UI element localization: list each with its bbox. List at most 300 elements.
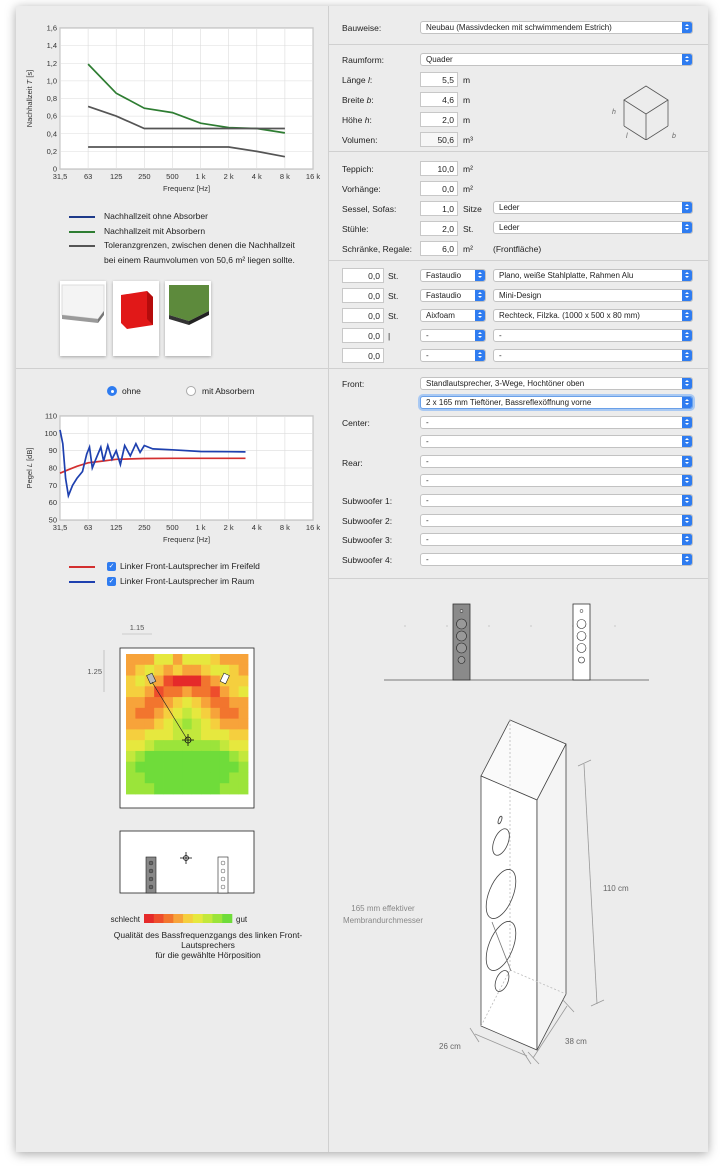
teppich-unit: m² bbox=[463, 164, 473, 174]
raumform-select[interactable]: Quader bbox=[420, 53, 693, 66]
level-x-tick-label: 1 k bbox=[195, 523, 206, 532]
absorber-unit: St. bbox=[388, 291, 399, 301]
heatmap-cell[interactable] bbox=[173, 665, 183, 676]
absorber-brand-select[interactable]: Aixfoam bbox=[420, 309, 486, 322]
heatmap-cell[interactable] bbox=[173, 772, 183, 783]
heatmap-cell[interactable] bbox=[173, 751, 183, 762]
reverb-y-tick-label: 0,4 bbox=[46, 129, 57, 139]
legend-label-without: Nachhallzeit ohne Absorber bbox=[104, 211, 208, 221]
heatmap-cell[interactable] bbox=[164, 708, 174, 719]
heatmap-cell[interactable] bbox=[135, 772, 145, 783]
reverb-x-tick-label: 31,5 bbox=[52, 172, 68, 181]
heatmap-cell[interactable] bbox=[164, 751, 174, 762]
scale-good-label: gut bbox=[236, 915, 248, 924]
heatmap-cell[interactable] bbox=[220, 762, 230, 773]
heatmap-cell[interactable] bbox=[229, 676, 239, 687]
heatmap-cell[interactable] bbox=[145, 740, 155, 751]
heatmap-cell[interactable] bbox=[135, 783, 145, 794]
heatmap-cell[interactable] bbox=[126, 665, 136, 676]
chevron-updown-icon bbox=[682, 290, 692, 301]
chevron-updown-icon bbox=[475, 310, 485, 321]
subwoofer4-label: Subwoofer 4: bbox=[342, 555, 393, 565]
quality-scale-segment bbox=[212, 914, 222, 923]
heatmap-cell[interactable] bbox=[135, 686, 145, 697]
dim-width-label: 1.15 bbox=[129, 623, 145, 632]
heatmap-cell[interactable] bbox=[126, 676, 136, 687]
reverb-x-tick-label: 1 k bbox=[195, 172, 206, 181]
raumform-label: Raumform: bbox=[342, 55, 385, 65]
heatmap-cell[interactable] bbox=[154, 772, 164, 783]
heatmap-cell[interactable] bbox=[201, 751, 211, 762]
level-y-tick-label: 90 bbox=[48, 446, 57, 456]
legend-swatch-with bbox=[69, 231, 95, 233]
heatmap-cell[interactable] bbox=[182, 665, 192, 676]
chevron-updown-icon bbox=[475, 330, 485, 341]
cube-diagram-icon bbox=[606, 78, 688, 140]
heatmap-cell[interactable] bbox=[192, 783, 202, 794]
isometric-speaker-icon bbox=[470, 720, 604, 1064]
reverb-y-axis-label: Nachhallzeit T [s] bbox=[25, 69, 34, 128]
heatmap-cell[interactable] bbox=[126, 697, 136, 708]
radio-mit-label[interactable]: mit Absorbern bbox=[202, 386, 255, 396]
heatmap-cell[interactable] bbox=[145, 783, 155, 794]
chevron-updown-icon bbox=[682, 310, 692, 321]
heatmap-cell[interactable] bbox=[220, 740, 230, 751]
heatmap-cell[interactable] bbox=[201, 708, 211, 719]
heatmap-cell[interactable] bbox=[220, 719, 230, 730]
legend-swatch-freefield bbox=[69, 566, 95, 568]
left-divider-1 bbox=[16, 368, 328, 369]
heatmap-cell[interactable] bbox=[164, 654, 174, 665]
heatmap-caption bbox=[98, 930, 318, 960]
rear-model-select[interactable]: - bbox=[420, 474, 693, 487]
heatmap-cell[interactable] bbox=[229, 697, 239, 708]
legend-label-tolerance-2: bei einem Raumvolumen von 50,6 m² liegen sollte. bbox=[104, 255, 295, 265]
heatmap-cell[interactable] bbox=[154, 783, 164, 794]
heatmap-cell[interactable] bbox=[164, 686, 174, 697]
width-dimension: 26 cm bbox=[439, 1042, 461, 1051]
front-left-speaker-icon bbox=[453, 604, 470, 680]
rear-type-select[interactable]: - bbox=[420, 455, 693, 468]
heatmap-cell[interactable] bbox=[145, 697, 155, 708]
side-view-driver bbox=[221, 869, 225, 873]
heatmap-cell[interactable] bbox=[210, 729, 220, 740]
heatmap-cell[interactable] bbox=[220, 729, 230, 740]
heatmap-cell[interactable] bbox=[145, 708, 155, 719]
laenge-label: Länge l: bbox=[342, 75, 373, 85]
heatmap-cell[interactable] bbox=[210, 751, 220, 762]
heatmap-cell[interactable] bbox=[164, 729, 174, 740]
heatmap-cell[interactable] bbox=[182, 719, 192, 730]
reverb-x-tick-label: 125 bbox=[109, 172, 123, 181]
chevron-updown-icon bbox=[682, 417, 692, 428]
heatmap-cell[interactable] bbox=[164, 783, 174, 794]
heatmap-caption-line-2: für die gewählte Hörposition bbox=[155, 950, 261, 960]
heatmap-cell[interactable] bbox=[239, 708, 249, 719]
white-panel-icon[interactable] bbox=[60, 281, 106, 356]
side-view-driver bbox=[149, 861, 153, 865]
heatmap-cell[interactable] bbox=[126, 772, 136, 783]
heatmap-cell[interactable] bbox=[192, 654, 202, 665]
right-divider-1 bbox=[329, 44, 708, 45]
stuehle-material-select[interactable]: Leder bbox=[493, 221, 693, 234]
level-y-tick-label: 100 bbox=[44, 428, 57, 438]
heatmap-cell[interactable] bbox=[201, 697, 211, 708]
heatmap-cell[interactable] bbox=[126, 729, 136, 740]
heatmap-cell[interactable] bbox=[210, 719, 220, 730]
heatmap-cell[interactable] bbox=[145, 751, 155, 762]
cube-label-h: h bbox=[612, 109, 616, 116]
heatmap-cell[interactable] bbox=[229, 654, 239, 665]
heatmap-cell[interactable] bbox=[154, 740, 164, 751]
heatmap-cell[interactable] bbox=[229, 665, 239, 676]
volumen-output: 50,6 bbox=[420, 132, 458, 147]
quality-scale-segment bbox=[183, 914, 193, 923]
depth-dimension: 38 cm bbox=[565, 1037, 587, 1046]
heatmap-cell[interactable] bbox=[135, 697, 145, 708]
subwoofer2-select[interactable]: - bbox=[420, 514, 693, 527]
heatmap-cell[interactable] bbox=[220, 697, 230, 708]
heatmap-cell[interactable] bbox=[182, 772, 192, 783]
center-type-select[interactable]: - bbox=[420, 416, 693, 429]
schraenke-input[interactable]: 6,0 bbox=[420, 241, 458, 256]
front-model-select[interactable]: 2 x 165 mm Tieftöner, Bassreflexöffnung vorne bbox=[420, 396, 693, 409]
subwoofer2-label: Subwoofer 2: bbox=[342, 516, 393, 526]
level-x-tick-label: 8 k bbox=[279, 523, 290, 532]
speaker-technical-drawing bbox=[329, 586, 708, 1066]
heatmap-cell[interactable] bbox=[201, 676, 211, 687]
radio-ohne-label[interactable]: ohne bbox=[122, 386, 141, 396]
heatmap-cell[interactable] bbox=[182, 751, 192, 762]
heatmap-cell[interactable] bbox=[173, 740, 183, 751]
subwoofer1-select[interactable]: - bbox=[420, 494, 693, 507]
absorber-model-select[interactable]: Plano, weiße Stahlplatte, Rahmen Alu bbox=[493, 269, 693, 282]
heatmap-cell[interactable] bbox=[239, 665, 249, 676]
heatmap-cell[interactable] bbox=[239, 676, 249, 687]
heatmap-cell[interactable] bbox=[126, 762, 136, 773]
heatmap-cell[interactable] bbox=[201, 740, 211, 751]
checkbox-room[interactable]: ✓ bbox=[108, 578, 115, 585]
absorber-brand-select[interactable]: Fastaudio bbox=[420, 289, 486, 302]
level-y-tick-label: 50 bbox=[48, 515, 57, 525]
quality-scale-segment bbox=[144, 914, 154, 923]
heatmap-cell[interactable] bbox=[220, 783, 230, 794]
heatmap-cell[interactable] bbox=[239, 654, 249, 665]
heatmap-cell[interactable] bbox=[154, 719, 164, 730]
heatmap-cell[interactable] bbox=[210, 697, 220, 708]
reverb-x-tick-label: 250 bbox=[138, 172, 151, 181]
heatmap-cell[interactable] bbox=[173, 729, 183, 740]
heatmap-cell[interactable] bbox=[164, 665, 174, 676]
heatmap-cell[interactable] bbox=[145, 762, 155, 773]
heatmap-cell[interactable] bbox=[201, 762, 211, 773]
quality-scale-segment bbox=[222, 914, 232, 923]
heatmap-cell[interactable] bbox=[173, 676, 183, 687]
heatmap-cell[interactable] bbox=[239, 719, 249, 730]
chevron-updown-icon bbox=[682, 475, 692, 486]
absorber-count-input[interactable]: 0,0 bbox=[342, 328, 384, 343]
heatmap-cell[interactable] bbox=[192, 740, 202, 751]
reverb-y-tick-label: 1,6 bbox=[46, 23, 57, 33]
subwoofer1-label: Subwoofer 1: bbox=[342, 496, 393, 506]
teppich-input[interactable]: 10,0 bbox=[420, 161, 458, 176]
heatmap-cell[interactable] bbox=[173, 783, 183, 794]
chevron-updown-icon bbox=[682, 495, 692, 506]
heatmap-cell[interactable] bbox=[210, 783, 220, 794]
heatmap-cell[interactable] bbox=[126, 740, 136, 751]
heatmap-cell[interactable] bbox=[173, 686, 183, 697]
heatmap-cell[interactable] bbox=[173, 762, 183, 773]
heatmap-cell[interactable] bbox=[135, 729, 145, 740]
front-right-speaker-icon bbox=[573, 604, 590, 680]
heatmap-cell[interactable] bbox=[210, 676, 220, 687]
heatmap-cell[interactable] bbox=[220, 751, 230, 762]
heatmap-cell[interactable] bbox=[145, 729, 155, 740]
stuehle-label: Stühle: bbox=[342, 224, 369, 234]
subwoofer4-select[interactable]: - bbox=[420, 553, 693, 566]
heatmap-cell[interactable] bbox=[201, 783, 211, 794]
heatmap-cell[interactable] bbox=[201, 686, 211, 697]
reverb-x-tick-label: 8 k bbox=[279, 172, 290, 181]
right-divider-4 bbox=[329, 368, 708, 369]
center-model-select[interactable]: - bbox=[420, 435, 693, 448]
heatmap-cell[interactable] bbox=[164, 676, 174, 687]
heatmap-cell[interactable] bbox=[135, 665, 145, 676]
heatmap-cell[interactable] bbox=[220, 772, 230, 783]
heatmap-cell[interactable] bbox=[182, 708, 192, 719]
side-view-driver bbox=[221, 877, 225, 881]
heatmap-cell[interactable] bbox=[229, 772, 239, 783]
heatmap-cell[interactable] bbox=[229, 783, 239, 794]
chevron-updown-icon bbox=[682, 350, 692, 361]
heatmap-cell[interactable] bbox=[239, 729, 249, 740]
heatmap-cell[interactable] bbox=[192, 697, 202, 708]
heatmap-cell[interactable] bbox=[220, 686, 230, 697]
heatmap-cell[interactable] bbox=[173, 708, 183, 719]
heatmap-cell[interactable] bbox=[201, 772, 211, 783]
heatmap-cell[interactable] bbox=[210, 665, 220, 676]
heatmap-cell[interactable] bbox=[229, 719, 239, 730]
heatmap-cell[interactable] bbox=[182, 654, 192, 665]
chevron-updown-icon bbox=[475, 270, 485, 281]
heatmap-cell[interactable] bbox=[154, 729, 164, 740]
heatmap-cell[interactable] bbox=[164, 762, 174, 773]
absorber-count-input[interactable]: 0,0 bbox=[342, 268, 384, 283]
heatmap-cell[interactable] bbox=[201, 729, 211, 740]
right-divider-3 bbox=[329, 260, 708, 261]
heatmap-cell[interactable] bbox=[201, 665, 211, 676]
cube-label-l: l bbox=[626, 133, 628, 140]
heatmap-cell[interactable] bbox=[239, 740, 249, 751]
heatmap-cell[interactable] bbox=[239, 783, 249, 794]
listening-position-map[interactable] bbox=[16, 616, 328, 966]
heatmap-cell[interactable] bbox=[210, 654, 220, 665]
level-y-tick-label: 80 bbox=[48, 463, 57, 473]
absorber-count-input[interactable]: 0,0 bbox=[342, 308, 384, 323]
heatmap-cell[interactable] bbox=[135, 719, 145, 730]
schraenke-label: Schränke, Regale: bbox=[342, 244, 412, 254]
vorhaenge-label: Vorhänge: bbox=[342, 184, 381, 194]
level-x-tick-label: 125 bbox=[109, 523, 123, 532]
heatmap-cell[interactable] bbox=[182, 686, 192, 697]
heatmap-cell[interactable] bbox=[229, 762, 239, 773]
bauweise-label: Bauweise: bbox=[342, 23, 382, 33]
heatmap-cell[interactable] bbox=[126, 686, 136, 697]
sessel-material-select[interactable]: Leder bbox=[493, 201, 693, 214]
teppich-label: Teppich: bbox=[342, 164, 374, 174]
radio-mit-absorbern[interactable] bbox=[186, 386, 196, 396]
bauweise-select[interactable]: Neubau (Massivdecken mit schwimmendem Estrich) bbox=[420, 21, 693, 34]
absorber-count-input[interactable]: 0,0 bbox=[342, 288, 384, 303]
heatmap-cell[interactable] bbox=[145, 686, 155, 697]
heatmap-cell[interactable] bbox=[145, 772, 155, 783]
level-x-tick-label: 31,5 bbox=[52, 523, 68, 532]
heatmap-cell[interactable] bbox=[182, 676, 192, 687]
chevron-updown-icon bbox=[682, 515, 692, 526]
absorber-model-select[interactable]: - bbox=[493, 349, 693, 362]
heatmap-cell[interactable] bbox=[201, 654, 211, 665]
heatmap-cell[interactable] bbox=[135, 708, 145, 719]
heatmap-cell[interactable] bbox=[201, 719, 211, 730]
front-type-select[interactable]: Standlautsprecher, 3-Wege, Hochtöner oben bbox=[420, 377, 693, 390]
heatmap-cell[interactable] bbox=[173, 697, 183, 708]
reverb-x-axis-label: Frequenz [Hz] bbox=[162, 184, 211, 193]
heatmap-cell[interactable] bbox=[229, 751, 239, 762]
heatmap-cell[interactable] bbox=[220, 654, 230, 665]
radio-ohne[interactable] bbox=[107, 386, 117, 396]
heatmap-cell[interactable] bbox=[154, 762, 164, 773]
breite-input[interactable]: 4,6 bbox=[420, 92, 458, 107]
heatmap-cell[interactable] bbox=[229, 686, 239, 697]
red-foam-icon[interactable] bbox=[113, 281, 159, 356]
side-view-driver bbox=[149, 885, 153, 889]
absorber-count-input[interactable]: 0,0 bbox=[342, 348, 384, 363]
breite-unit: m bbox=[463, 95, 471, 105]
heatmap-cell[interactable] bbox=[154, 654, 164, 665]
reverb-y-tick-label: 1,2 bbox=[46, 58, 57, 68]
heatmap-cell[interactable] bbox=[145, 654, 155, 665]
heatmap-cell[interactable] bbox=[192, 729, 202, 740]
heatmap-cell[interactable] bbox=[135, 654, 145, 665]
heatmap-cell[interactable] bbox=[229, 729, 239, 740]
reverb-x-tick-label: 2 k bbox=[223, 172, 234, 181]
heatmap-cell[interactable] bbox=[192, 708, 202, 719]
reverb-y-tick-label: 0 bbox=[52, 164, 57, 174]
subwoofer3-select[interactable]: - bbox=[420, 533, 693, 546]
chevron-updown-icon bbox=[682, 378, 692, 389]
heatmap-cell[interactable] bbox=[210, 740, 220, 751]
heatmap-cell[interactable] bbox=[229, 708, 239, 719]
quality-scale-segment bbox=[154, 914, 164, 923]
absorber-model-select[interactable]: Rechteck, Filzka. (1000 x 500 x 80 mm) bbox=[493, 309, 693, 322]
heatmap-cell[interactable] bbox=[239, 751, 249, 762]
heatmap-cell[interactable] bbox=[126, 719, 136, 730]
chevron-updown-icon bbox=[682, 456, 692, 467]
heatmap-cell[interactable] bbox=[229, 740, 239, 751]
breite-label: Breite b: bbox=[342, 95, 374, 105]
reverb-x-tick-label: 4 k bbox=[251, 172, 262, 181]
heatmap-cell[interactable] bbox=[182, 783, 192, 794]
stuehle-input[interactable]: 2,0 bbox=[420, 221, 458, 236]
heatmap-cell[interactable] bbox=[239, 772, 249, 783]
level-y-tick-label: 70 bbox=[48, 480, 57, 490]
heatmap-cell[interactable] bbox=[154, 751, 164, 762]
sessel-input[interactable]: 1,0 bbox=[420, 201, 458, 216]
absorber-unit: St. bbox=[388, 271, 399, 281]
heatmap-cell[interactable] bbox=[192, 719, 202, 730]
reverb-x-tick-label: 500 bbox=[166, 172, 179, 181]
checkbox-freefield[interactable]: ✓ bbox=[108, 563, 115, 570]
heatmap-cell[interactable] bbox=[210, 772, 220, 783]
heatmap-cell[interactable] bbox=[192, 772, 202, 783]
absorber-brand-select[interactable]: - bbox=[420, 329, 486, 342]
heatmap-cell[interactable] bbox=[210, 762, 220, 773]
vorhaenge-input[interactable]: 0,0 bbox=[420, 181, 458, 196]
heatmap-cell[interactable] bbox=[220, 708, 230, 719]
heatmap-cell[interactable] bbox=[173, 654, 183, 665]
heatmap-cell[interactable] bbox=[135, 751, 145, 762]
level-x-tick-label: 4 k bbox=[251, 523, 262, 532]
stuehle-unit: St. bbox=[463, 224, 474, 234]
heatmap-cell[interactable] bbox=[210, 686, 220, 697]
heatmap-cell[interactable] bbox=[239, 686, 249, 697]
heatmap-cell[interactable] bbox=[135, 762, 145, 773]
heatmap-cell[interactable] bbox=[164, 772, 174, 783]
absorber-model-select[interactable]: - bbox=[493, 329, 693, 342]
heatmap-cell[interactable] bbox=[135, 740, 145, 751]
front-label: Front: bbox=[342, 379, 365, 389]
legend-label-freefield: Linker Front-Lautsprecher im Freifeld bbox=[120, 561, 260, 571]
heatmap-cell[interactable] bbox=[182, 697, 192, 708]
reverb-y-tick-label: 1,4 bbox=[46, 41, 57, 51]
chevron-updown-icon bbox=[682, 22, 692, 33]
absorber-unit: | bbox=[388, 331, 391, 341]
heatmap-cell[interactable] bbox=[164, 740, 174, 751]
absorber-model-select[interactable]: Mini-Design bbox=[493, 289, 693, 302]
absorber-brand-select[interactable]: - bbox=[420, 349, 486, 362]
heatmap-cell[interactable] bbox=[126, 751, 136, 762]
heatmap-cell[interactable] bbox=[164, 719, 174, 730]
heatmap-cell[interactable] bbox=[192, 762, 202, 773]
heatmap-cell[interactable] bbox=[126, 654, 136, 665]
heatmap-cell[interactable] bbox=[192, 686, 202, 697]
heatmap-cell[interactable] bbox=[239, 697, 249, 708]
heatmap-cell[interactable] bbox=[126, 783, 136, 794]
heatmap-cell[interactable] bbox=[192, 751, 202, 762]
heatmap-cell[interactable] bbox=[135, 676, 145, 687]
heatmap-cell[interactable] bbox=[239, 762, 249, 773]
level-x-axis-label: Frequenz [Hz] bbox=[162, 535, 211, 544]
hoehe-input[interactable]: 2,0 bbox=[420, 112, 458, 127]
heatmap-cell[interactable] bbox=[154, 665, 164, 676]
heatmap-cell[interactable] bbox=[145, 719, 155, 730]
heatmap-cell[interactable] bbox=[182, 762, 192, 773]
heatmap-cell[interactable] bbox=[192, 665, 202, 676]
quality-scale-segment bbox=[164, 914, 174, 923]
volumen-label: Volumen: bbox=[342, 135, 378, 145]
heatmap-cell[interactable] bbox=[126, 708, 136, 719]
heatmap-cell[interactable] bbox=[192, 676, 202, 687]
absorber-brand-select[interactable]: Fastaudio bbox=[420, 269, 486, 282]
heatmap-cell[interactable] bbox=[154, 708, 164, 719]
laenge-input[interactable]: 5,5 bbox=[420, 72, 458, 87]
dim-height-label: 1.25 bbox=[87, 667, 102, 676]
side-view-driver bbox=[221, 885, 225, 889]
chevron-updown-icon bbox=[682, 270, 692, 281]
green-panel-icon[interactable] bbox=[165, 281, 211, 356]
heatmap-cell[interactable] bbox=[210, 708, 220, 719]
membrane-label-2: Membrandurchmesser bbox=[342, 916, 424, 925]
